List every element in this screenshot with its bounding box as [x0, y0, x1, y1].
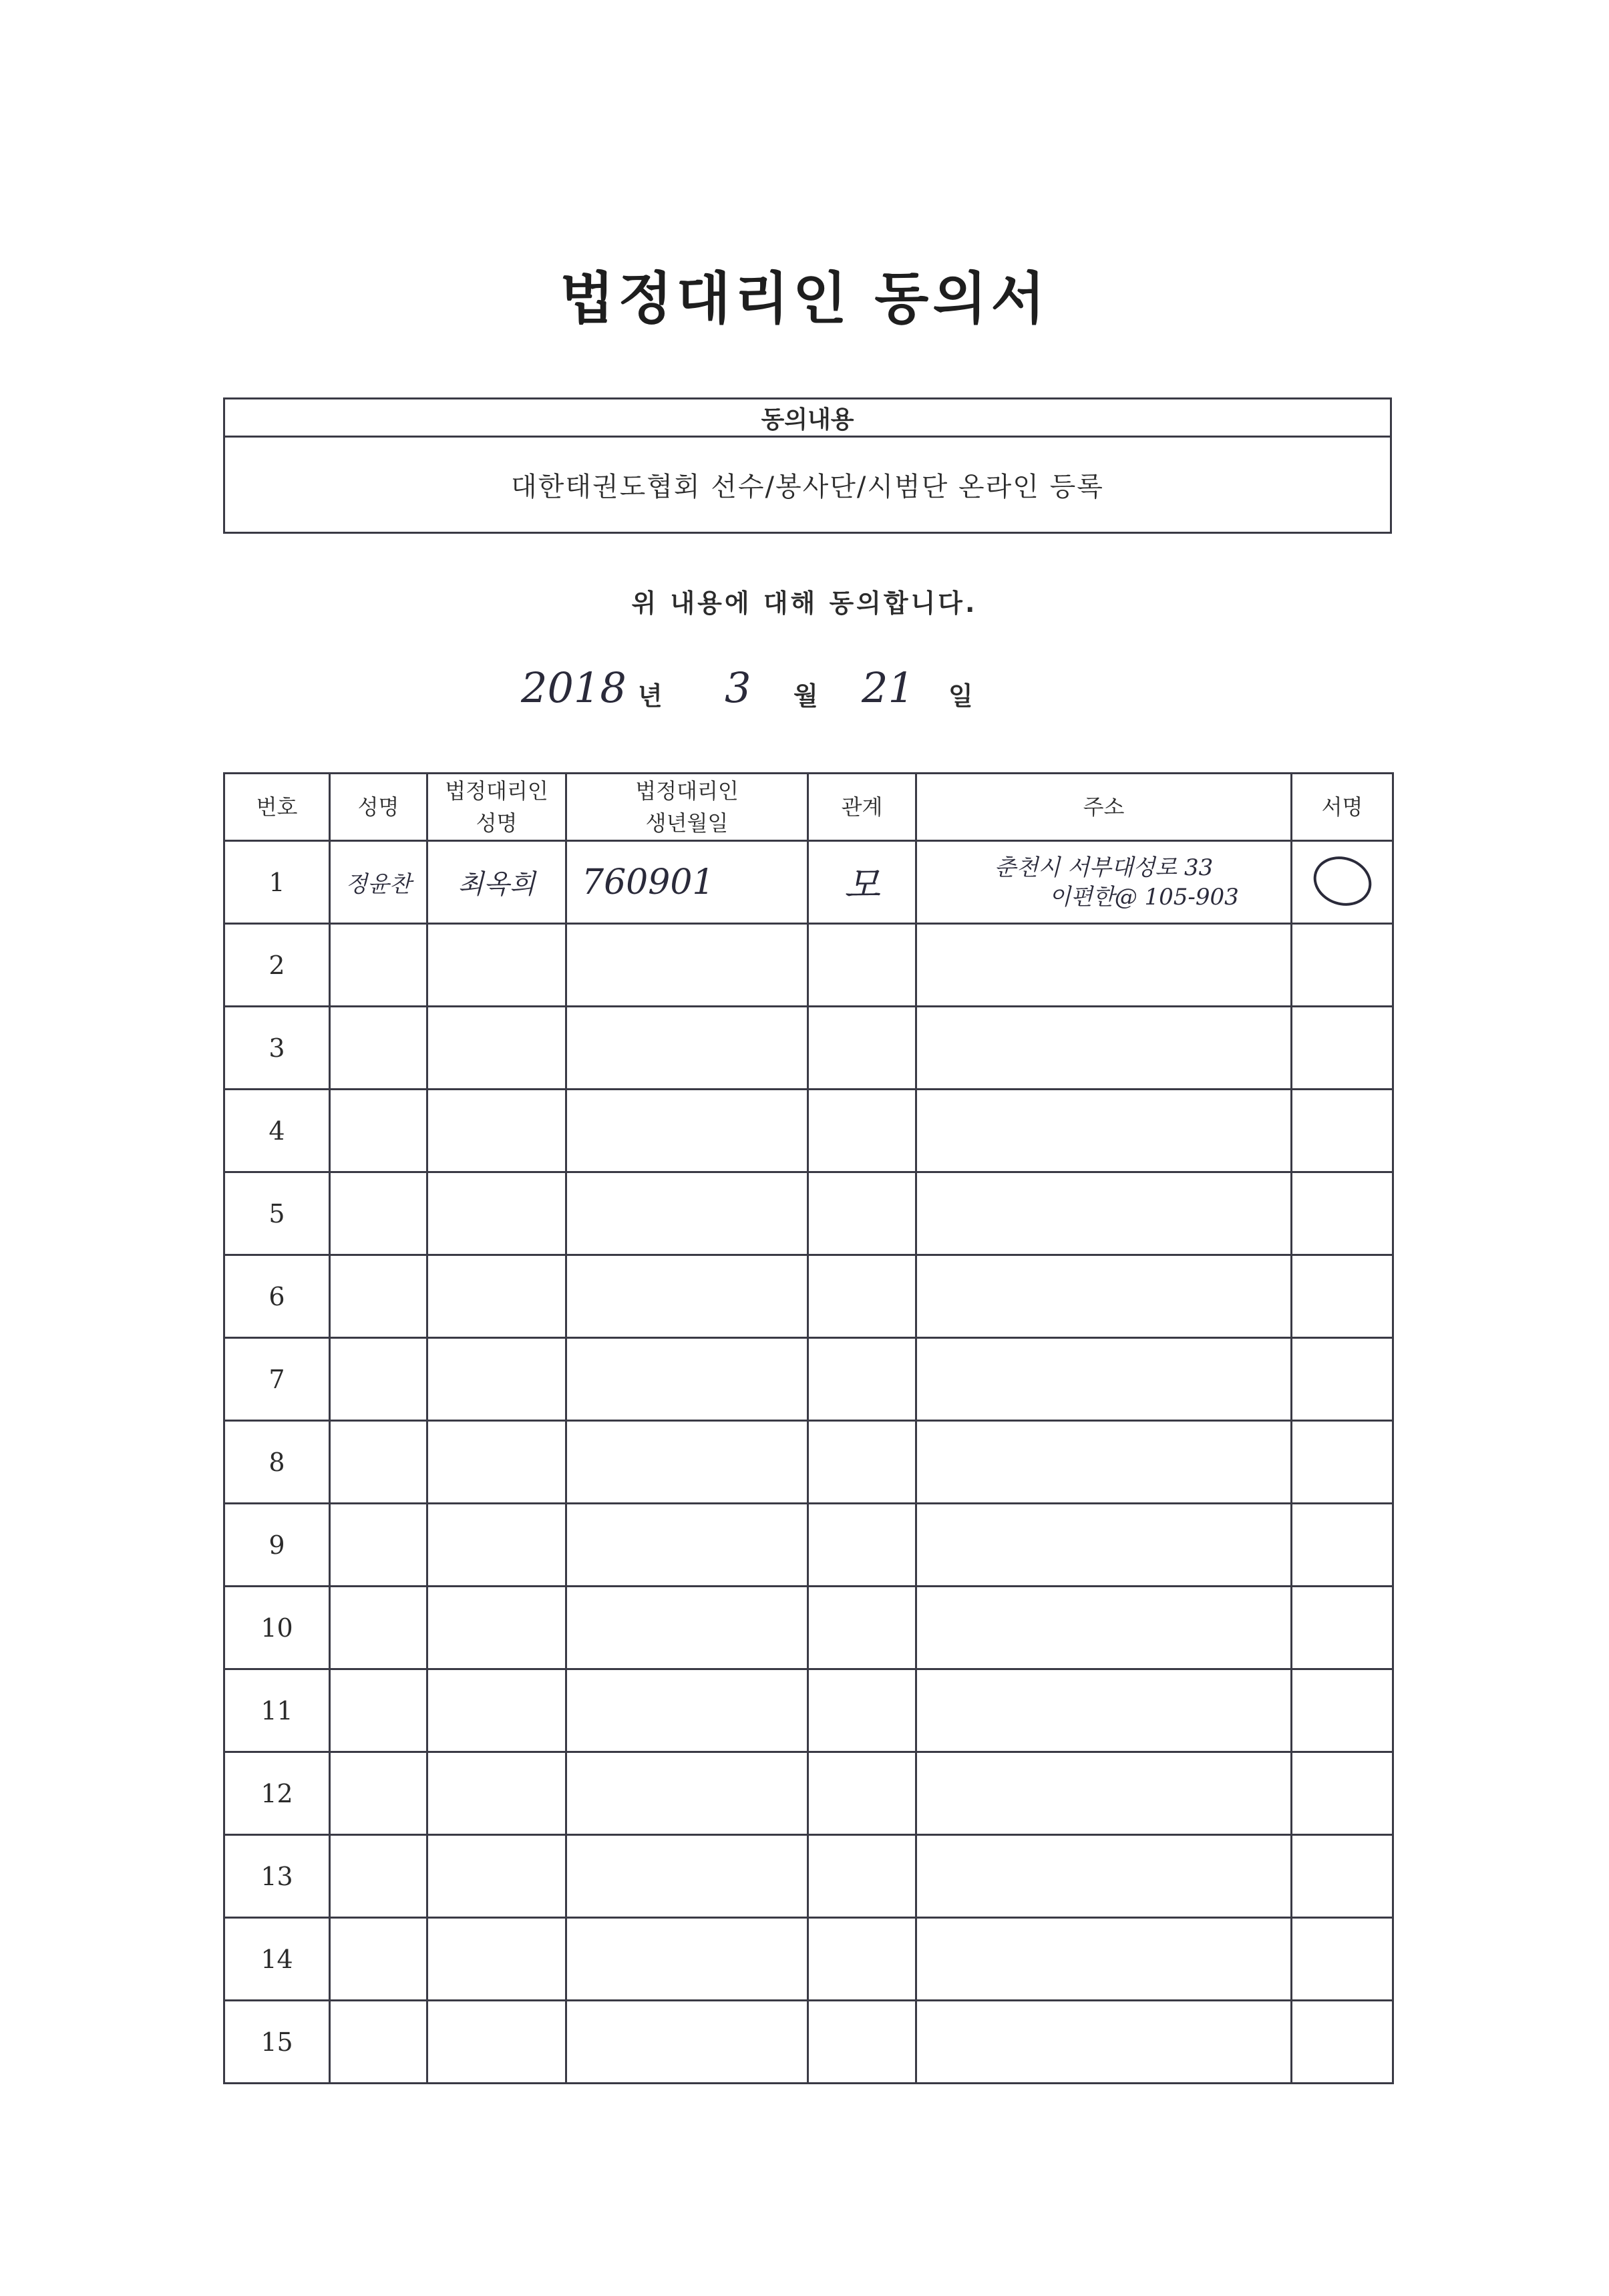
date-row: [521, 658, 1055, 718]
row-guardian-name: [427, 1669, 566, 1752]
date-year: 2018: [521, 663, 627, 712]
date-day-label: 일: [948, 681, 973, 711]
row-no: 5: [224, 1172, 330, 1255]
row-guardian-name: [427, 1504, 566, 1587]
row-name: [330, 1669, 427, 1752]
row-guardian-birth: [566, 1669, 808, 1752]
row-no: 14: [224, 1918, 330, 2001]
table-row: [224, 1504, 1393, 1587]
row-no: 8: [224, 1421, 330, 1504]
row-relation: [808, 1752, 916, 1835]
row-guardian-name: [427, 1835, 566, 1918]
header-relation: 관계: [808, 774, 916, 841]
table-row: [224, 1007, 1393, 1090]
table-row: [224, 1752, 1393, 1835]
row-name: [330, 1504, 427, 1587]
row-relation: [808, 1587, 916, 1669]
row-guardian-birth: [566, 1421, 808, 1504]
row-no: 7: [224, 1338, 330, 1421]
row-guardian-name: [427, 1421, 566, 1504]
row-no: 2: [224, 924, 330, 1007]
row-signature: [1292, 1918, 1393, 2001]
row-no: 6: [224, 1255, 330, 1338]
row-address: [916, 1504, 1292, 1587]
row-guardian-name: [427, 1918, 566, 2001]
row-guardian-birth: [566, 1918, 808, 2001]
row-guardian-name: [427, 924, 566, 1007]
row-guardian-birth: [566, 1587, 808, 1669]
row-relation: [808, 1669, 916, 1752]
row-name: [330, 1421, 427, 1504]
row-guardian-birth: [566, 1752, 808, 1835]
date-month-label: 월: [793, 681, 818, 711]
row-guardian-birth: [566, 1835, 808, 1918]
guardian-table: [223, 772, 1394, 2084]
date-month: 3: [725, 663, 751, 712]
row-guardian-birth: [566, 1090, 808, 1172]
date-year-label: 년: [638, 681, 663, 711]
row-name: [330, 1172, 427, 1255]
row-name: [330, 1255, 427, 1338]
row-relation: [808, 2001, 916, 2084]
row-no: 11: [224, 1669, 330, 1752]
table-row: [224, 924, 1393, 1007]
row-address: [916, 2001, 1292, 2084]
consent-content: 대한태권도협회 선수/봉사단/시범단 온라인 등록: [511, 472, 1104, 502]
row-name: [330, 924, 427, 1007]
row-signature: [1292, 1090, 1393, 1172]
table-row: [224, 1918, 1393, 2001]
row-guardian-birth: [566, 1504, 808, 1587]
row-signature: [1292, 1255, 1393, 1338]
row-address-line2: 이편한@ 105-903: [1049, 883, 1239, 911]
row-relation: [808, 1172, 916, 1255]
row-no: 12: [224, 1752, 330, 1835]
row-guardian-name: [427, 1255, 566, 1338]
header-guardian-birth-line1: 법정대리인: [635, 778, 739, 804]
row-address: [916, 1338, 1292, 1421]
row-relation: [808, 924, 916, 1007]
row-no: 3: [224, 1007, 330, 1090]
row-guardian-birth: [566, 924, 808, 1007]
signature-mark: [1307, 849, 1378, 913]
row-relation: [808, 1338, 916, 1421]
table-row: [224, 2001, 1393, 2084]
header-address: 주소: [916, 774, 1292, 841]
row-guardian-name: [427, 1587, 566, 1669]
row-relation: [808, 1421, 916, 1504]
row-relation: [808, 1918, 916, 2001]
row-signature: [1292, 2001, 1393, 2084]
row-address: [916, 1835, 1292, 1918]
header-guardian-birth: [566, 774, 808, 841]
row-guardian-birth: [566, 1172, 808, 1255]
row-guardian-name: [427, 1338, 566, 1421]
table-row: [224, 1172, 1393, 1255]
row-relation: [808, 1504, 916, 1587]
row-signature: [1292, 1338, 1393, 1421]
row-signature: [1292, 1421, 1393, 1504]
header-signature: 서명: [1292, 774, 1393, 841]
row-relation: [808, 1007, 916, 1090]
table-row: [224, 1587, 1393, 1669]
row-name: [330, 1918, 427, 2001]
table-row: [224, 841, 1393, 924]
row-address: [916, 1918, 1292, 2001]
row-address: [916, 1255, 1292, 1338]
row-address: [916, 1090, 1292, 1172]
row-address: [916, 924, 1292, 1007]
row-signature: [1292, 1007, 1393, 1090]
row-guardian-birth: [566, 1007, 808, 1090]
row-name: [330, 1835, 427, 1918]
row-name: [330, 1007, 427, 1090]
row-address: [916, 1007, 1292, 1090]
row-guardian-name: 최옥희: [427, 841, 566, 924]
header-no: 번호: [224, 774, 330, 841]
row-signature: [1292, 1669, 1393, 1752]
table-row: [224, 1255, 1393, 1338]
row-no: 13: [224, 1835, 330, 1918]
row-guardian-name: [427, 1752, 566, 1835]
row-guardian-name: [427, 1090, 566, 1172]
row-guardian-birth: [566, 1255, 808, 1338]
row-relation: 모: [808, 841, 916, 924]
row-address: [916, 1421, 1292, 1504]
row-name: [330, 1752, 427, 1835]
agree-statement: 위 내용에 대해 동의합니다.: [631, 589, 978, 618]
row-guardian-name: [427, 1172, 566, 1255]
table-row: [224, 1421, 1393, 1504]
row-no: 15: [224, 2001, 330, 2084]
row-relation: [808, 1835, 916, 1918]
page-title: 법정대리인 동의서: [560, 266, 1049, 331]
row-name: [330, 1090, 427, 1172]
row-guardian-birth: 760901: [566, 841, 808, 924]
table-header-row: [224, 774, 1393, 841]
row-no: 1: [224, 841, 330, 924]
row-address: [916, 1669, 1292, 1752]
row-signature: [1292, 924, 1393, 1007]
row-guardian-name: [427, 2001, 566, 2084]
date-day: 21: [862, 663, 914, 712]
row-no: 9: [224, 1504, 330, 1587]
row-relation: [808, 1090, 916, 1172]
table-row: [224, 1835, 1393, 1918]
row-guardian-birth: [566, 1338, 808, 1421]
row-signature: [1292, 1172, 1393, 1255]
header-guardian-name: [427, 774, 566, 841]
row-address: [916, 1752, 1292, 1835]
row-name: [330, 2001, 427, 2084]
row-signature: [1292, 1752, 1393, 1835]
row-guardian-name: [427, 1007, 566, 1090]
row-name: [330, 1338, 427, 1421]
row-address: [916, 1587, 1292, 1669]
row-address: [916, 1172, 1292, 1255]
row-no: 10: [224, 1587, 330, 1669]
row-guardian-birth: [566, 2001, 808, 2084]
row-signature: [1292, 1835, 1393, 1918]
header-guardian-name-line2: 성명: [476, 810, 518, 836]
row-no: 4: [224, 1090, 330, 1172]
header-guardian-name-line1: 법정대리인: [445, 778, 548, 804]
row-address: [916, 841, 1292, 924]
row-signature: [1292, 841, 1393, 924]
table-row: [224, 1090, 1393, 1172]
consent-header: 동의내용: [225, 399, 1390, 438]
table-row: [224, 1669, 1393, 1752]
header-name: 성명: [330, 774, 427, 841]
row-relation: [808, 1255, 916, 1338]
row-name: 정윤찬: [330, 841, 427, 924]
row-signature: [1292, 1504, 1393, 1587]
consent-box: [223, 397, 1392, 534]
row-name: [330, 1587, 427, 1669]
table-row: [224, 1338, 1393, 1421]
header-guardian-birth-line2: 생년월일: [645, 810, 729, 836]
row-signature: [1292, 1587, 1393, 1669]
row-address-line1: 춘천시 서부대성로 33: [994, 854, 1214, 881]
